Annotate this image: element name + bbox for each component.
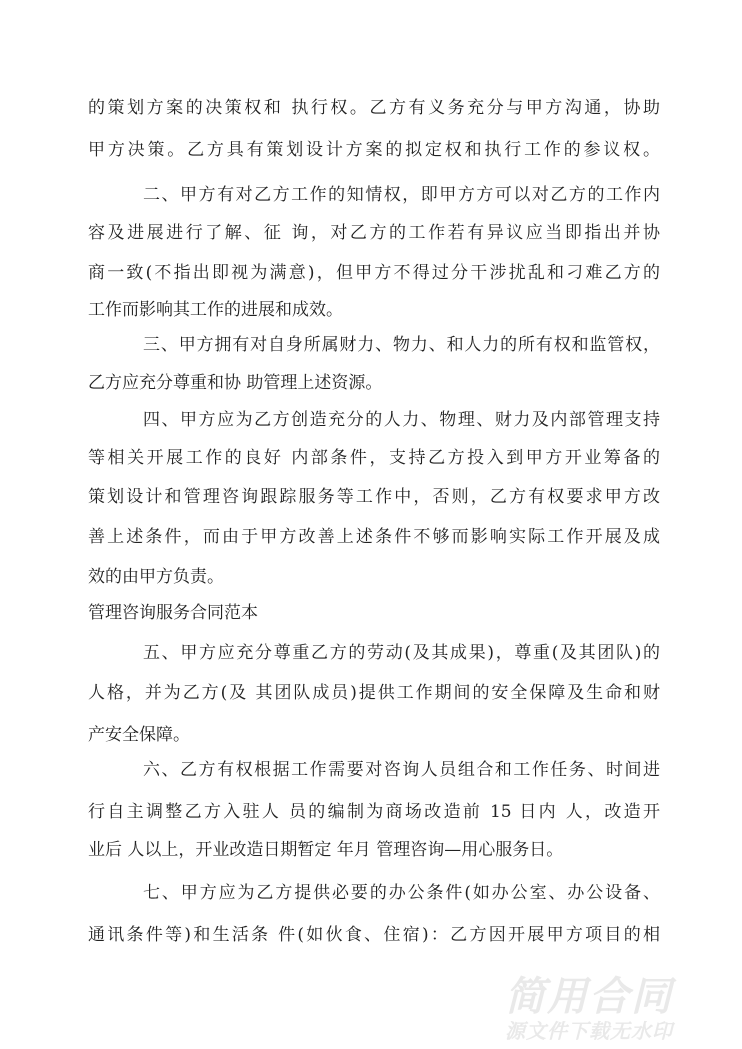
paragraph-line: 五、甲方应充分尊重乙方的劳动(及其成果)，尊重(及其团队)的 [143,643,660,663]
paragraph-line: 的策划方案的决策权和 执行权。乙方有义务充分与甲方沟通，协助 [88,98,660,118]
paragraph-line: 工作而影响其工作的进展和成效。 [88,300,343,320]
paragraph-line: 效的由甲方负责。 [88,567,224,587]
paragraph-line: 商一致(不指出即视为满意)，但甲方不得过分干涉扰乱和刁难乙方的 [88,263,660,283]
paragraph-line: 产安全保障。 [88,725,190,745]
paragraph-line: 等相关开展工作的良好 内部条件，支持乙方投入到甲方开业筹备的 [88,448,660,468]
paragraph-line: 四、甲方应为乙方创造充分的人力、物理、财力及内部管理支持 [143,410,660,430]
watermark-title: 简用合同 [505,974,673,1020]
paragraph-line: 人格，并为乙方(及 其团队成员)提供工作期间的安全保障及生命和财 [88,683,660,703]
paragraph-line: 二、甲方有对乙方工作的知情权，即甲方方可以对乙方的工作内 [143,185,660,205]
paragraph-line: 三、甲方拥有对自身所属财力、物力、和人力的所有权和监管权， [143,335,660,355]
paragraph-line: 业后 人以上，开业改造日期暂定 年月 管理咨询—用心服务日。 [88,840,564,860]
section-heading: 管理咨询服务合同范本 [88,603,258,623]
paragraph-line: 七、甲方应为乙方提供必要的办公条件(如办公室、办公设备、 [143,883,660,903]
paragraph-line: 行自主调整乙方入驻人 员的编制为商场改造前 15 日内 人，改造开 [88,802,660,822]
paragraph-line: 甲方决策。乙方具有策划设计方案的拟定权和执行工作的参议权。 [88,140,660,160]
watermark-subtitle: 源文件下载无水印 [505,1019,673,1043]
paragraph-line: 策划设计和管理咨询跟踪服务等工作中，否则，乙方有权要求甲方改 [88,487,660,507]
paragraph-line: 通讯条件等)和生活条 件(如伙食、住宿)：乙方因开展甲方项目的相 [88,925,660,945]
paragraph-line: 容及进展进行了解、征 询，对乙方的工作若有异议应当即指出并协 [88,223,660,243]
paragraph-line: 善上述条件，而由于甲方改善上述条件不够而影响实际工作开展及成 [88,527,660,547]
paragraph-line: 乙方应充分尊重和协 助管理上述资源。 [88,373,383,393]
paragraph-line: 六、乙方有权根据工作需要对咨询人员组合和工作任务、时间进 [143,760,660,780]
